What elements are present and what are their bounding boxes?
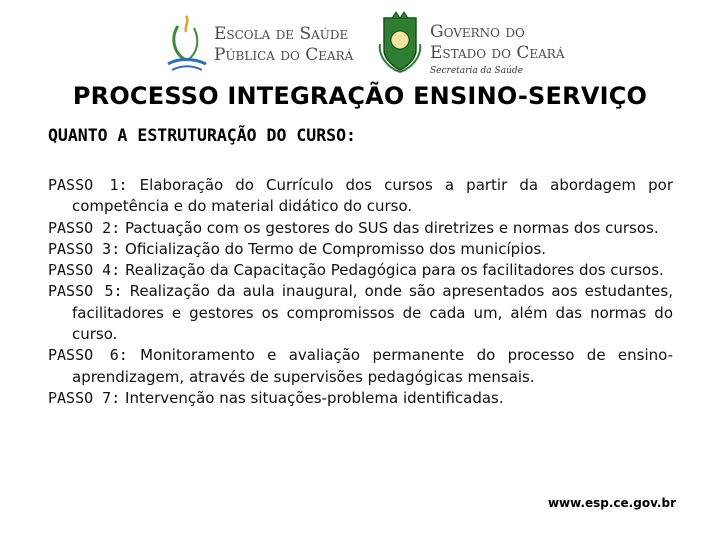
gov-logo-line2: Estado do Ceará: [430, 43, 565, 63]
section-heading: QUANTO A ESTRUTURAÇÃO DO CURSO:: [48, 126, 356, 145]
step-label: PASSO 1:: [48, 176, 128, 194]
step-3: [48, 239, 673, 260]
step-5: [48, 281, 673, 345]
gov-logo-text: [430, 22, 565, 64]
step-text: Monitoramento e avaliação permanente do processo de ensino-aprendizagem, através de supervisões pedagógicas mensais.: [72, 346, 673, 386]
esp-logo-line1: Escola de Saúde: [214, 24, 349, 44]
step-4: [48, 260, 673, 281]
page-title: PROCESSO INTEGRAÇÃO ENSINO-SERVIÇO: [72, 82, 648, 110]
step-1: [48, 175, 673, 218]
gov-logo-line1: Governo do: [430, 22, 525, 42]
header-logos: [0, 0, 720, 80]
gov-logo: [378, 10, 598, 78]
step-label: PASSO 3:: [48, 239, 121, 258]
step-text: Realização da Capacitação Pedagógica para os facilitadores dos cursos.: [125, 261, 664, 280]
step-label: PASSO 2:: [48, 218, 121, 237]
step-text: Realização da aula inaugural, onde são apresentados aos estudantes, facilitadores e gestores os compromissos de cada um, além das normas do curso.: [72, 282, 673, 344]
step-label: PASSO 4:: [48, 261, 121, 280]
step-6: [48, 345, 673, 388]
esp-logo-line2: Pública do Ceará: [214, 45, 354, 65]
step-2: [48, 218, 673, 239]
website-url: www.esp.ce.gov.br: [547, 496, 676, 510]
step-text: Intervenção nas situações-problema identificadas.: [125, 388, 504, 407]
esp-logo: [160, 12, 380, 74]
step-text: Elaboração do Currículo dos cursos a partir da abordagem por competência e do material didático do curso.: [72, 176, 673, 216]
step-label: PASSO 7:: [48, 388, 121, 407]
step-label: PASSO 5:: [48, 282, 123, 301]
step-label: PASSO 6:: [48, 346, 128, 365]
steps-list: [48, 175, 673, 409]
esp-logo-text: [214, 24, 353, 66]
step-text: Pactuação com os gestores do SUS das diretrizes e normas dos cursos.: [125, 218, 659, 237]
esp-logo-mark-icon: [160, 12, 210, 74]
gov-logo-subtitle: Secretaria da Saúde: [430, 66, 523, 76]
step-7: [48, 388, 673, 409]
step-text: Oficialização do Termo de Compromisso dos municípios.: [125, 239, 547, 258]
ceara-coat-of-arms-icon: [378, 10, 422, 74]
